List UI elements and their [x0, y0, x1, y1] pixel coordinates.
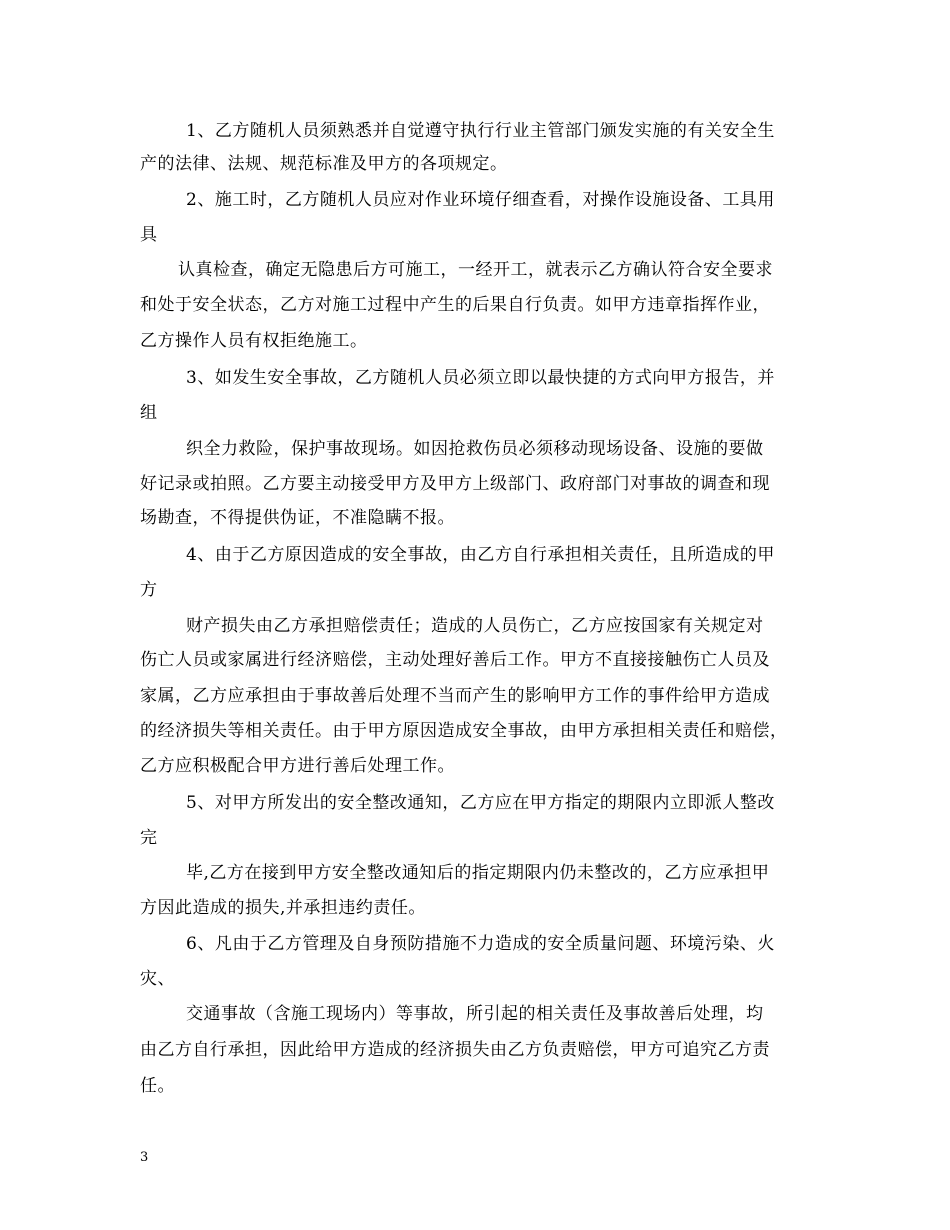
- text-line: 4、由于乙方原因造成的安全事故，由乙方自行承担相关责任，且所造成的甲: [186, 545, 775, 565]
- page-number: 3: [140, 1150, 149, 1165]
- text-line: 1、乙方随机人员须熟悉并自觉遵守执行行业主管部门颁发实施的有关安全生: [186, 121, 775, 141]
- text-line: 完: [140, 828, 158, 848]
- text-line: 场勘查，不得提供伪证，不准隐瞒不报。: [140, 508, 455, 528]
- text-line: 的经济损失等相关责任。由于甲方原因造成安全事故，由甲方承担相关责任和赔偿，: [140, 721, 788, 741]
- text-line: 交通事故（含施工现场内）等事故，所引起的相关责任及事故善后处理，均: [186, 1004, 764, 1024]
- text-line: 家属，乙方应承担由于事故善后处理不当而产生的影响甲方工作的事件给甲方造成: [140, 686, 770, 706]
- text-line: 组: [140, 403, 158, 423]
- text-line: 3、如发生安全事故，乙方随机人员必须立即以最快捷的方式向甲方报告，并: [186, 368, 775, 388]
- text-line: 织全力救险，保护事故现场。如因抢救伤员必须移动现场设备、设施的要做: [186, 439, 764, 459]
- text-line: 财产损失由乙方承担赔偿责任；造成的人员伤亡，乙方应按国家有关规定对: [186, 616, 764, 636]
- text-line: 和处于安全状态，乙方对施工过程中产生的后果自行负责。如甲方违章指挥作业，: [140, 295, 770, 315]
- text-line: 认真检查，确定无隐患后方可施工，一经开工，就表示乙方确认符合安全要求: [178, 260, 773, 280]
- text-line: 具: [140, 225, 158, 245]
- text-line: 方因此造成的损失,并承担违约责任。: [140, 898, 426, 918]
- text-line: 灾、: [140, 969, 175, 989]
- text-line: 5、对甲方所发出的安全整改通知，乙方应在甲方指定的期限内立即派人整改: [186, 793, 775, 813]
- text-line: 毕,乙方在接到甲方安全整改通知后的指定期限内仍未整改的，乙方应承担甲: [186, 863, 770, 883]
- text-line: 伤亡人员或家属进行经济赔偿，主动处理好善后工作。甲方不直接接触伤亡人员及: [140, 650, 770, 670]
- text-line: 由乙方自行承担，因此给甲方造成的经济损失由乙方负责赔偿，甲方可追究乙方责: [140, 1040, 770, 1060]
- text-line: 2、施工时，乙方随机人员应对作业环境仔细查看，对操作设施设备、工具用: [186, 190, 775, 210]
- text-line: 乙方操作人员有权拒绝施工。: [140, 331, 368, 351]
- text-line: 方: [140, 580, 158, 600]
- text-line: 6、凡由于乙方管理及自身预防措施不力造成的安全质量问题、环境污染、火: [186, 934, 775, 954]
- text-line: 产的法律、法规、规范标准及甲方的各项规定。: [140, 154, 508, 174]
- text-line: 任。: [140, 1076, 175, 1096]
- text-line: 乙方应积极配合甲方进行善后处理工作。: [140, 756, 455, 776]
- text-line: 好记录或拍照。乙方要主动接受甲方及甲方上级部门、政府部门对事故的调查和现: [140, 474, 770, 494]
